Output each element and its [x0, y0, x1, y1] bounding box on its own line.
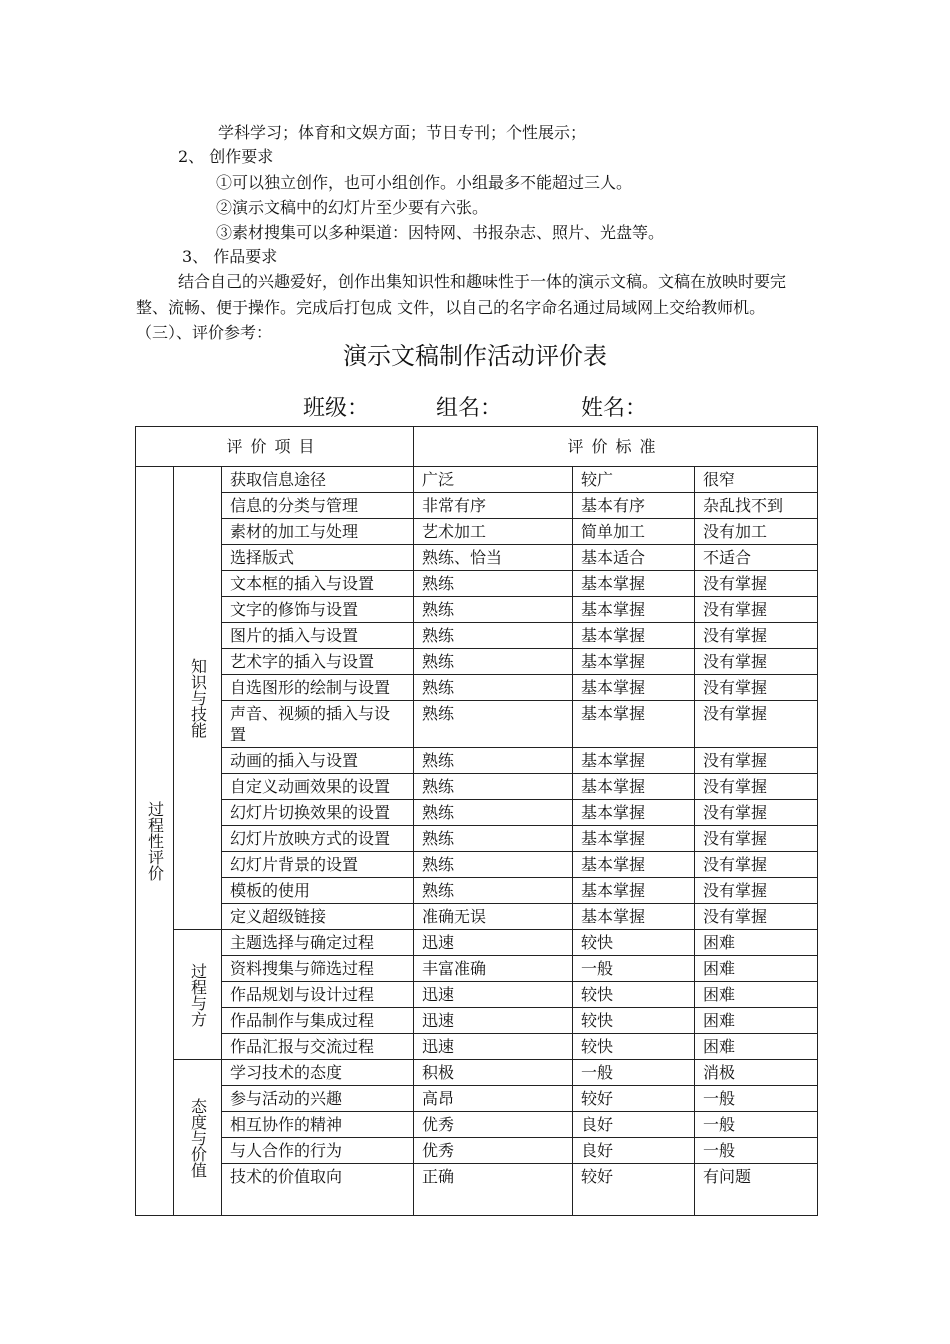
item-cell: 动画的插入与设置: [222, 748, 414, 774]
standard-mid-cell: 基本掌握: [573, 748, 695, 774]
item-cell: 资料搜集与筛选过程: [222, 956, 414, 982]
item-cell: 幻灯片放映方式的设置: [222, 826, 414, 852]
standard-low-cell: 很窄: [695, 467, 818, 493]
header-standard: 评价标准: [414, 427, 818, 467]
standard-high-cell: 熟练: [414, 597, 573, 623]
table-row: [136, 878, 818, 904]
item-cell: 自定义动画效果的设置: [222, 774, 414, 800]
item-cell: 素材的加工与处理: [222, 519, 414, 545]
standard-mid-cell: 基本掌握: [573, 649, 695, 675]
standard-high-cell: 优秀: [414, 1112, 573, 1138]
standard-mid-cell: 较好: [573, 1086, 695, 1112]
item-cell: 主题选择与确定过程: [222, 930, 414, 956]
table-row: [136, 493, 818, 519]
table-row: [136, 904, 818, 930]
category-cell: 知识与技能: [174, 467, 222, 930]
item-cell: 相互协作的精神: [222, 1112, 414, 1138]
table-row: [136, 675, 818, 701]
standard-low-cell: 没有掌握: [695, 748, 818, 774]
standard-mid-cell: 基本适合: [573, 545, 695, 571]
standard-mid-cell: 较快: [573, 1008, 695, 1034]
standard-low-cell: 一般: [695, 1086, 818, 1112]
table-row: [136, 930, 818, 956]
table-row: [136, 982, 818, 1008]
item-cell: 自选图形的绘制与设置: [222, 675, 414, 701]
standard-high-cell: 熟练: [414, 878, 573, 904]
item-cell: 艺术字的插入与设置: [222, 649, 414, 675]
item-cell: 图片的插入与设置: [222, 623, 414, 649]
standard-mid-cell: 一般: [573, 1060, 695, 1086]
standard-mid-cell: 基本掌握: [573, 571, 695, 597]
item-cell: 作品规划与设计过程: [222, 982, 414, 1008]
standard-high-cell: 广泛: [414, 467, 573, 493]
item-cell: 作品汇报与交流过程: [222, 1034, 414, 1060]
standard-high-cell: 熟练: [414, 649, 573, 675]
table-row: [136, 1112, 818, 1138]
standard-mid-cell: 良好: [573, 1138, 695, 1164]
standard-high-cell: 准确无误: [414, 904, 573, 930]
section-heading: （三）、评价参考：: [136, 323, 273, 342]
standard-high-cell: 熟练: [414, 675, 573, 701]
standard-mid-cell: 一般: [573, 956, 695, 982]
table-row: [136, 956, 818, 982]
standard-low-cell: 一般: [695, 1138, 818, 1164]
standard-high-cell: 丰富准确: [414, 956, 573, 982]
standard-low-cell: 没有掌握: [695, 571, 818, 597]
item-cell: 与人合作的行为: [222, 1138, 414, 1164]
table-row: [136, 597, 818, 623]
standard-low-cell: 没有掌握: [695, 675, 818, 701]
standard-mid-cell: 基本掌握: [573, 904, 695, 930]
requirement-item: ①可以独立创作，也可小组创作。小组最多不能超过三人。: [216, 173, 633, 192]
standard-low-cell: 一般: [695, 1112, 818, 1138]
standard-high-cell: 熟练: [414, 800, 573, 826]
item-cell: 幻灯片背景的设置: [222, 852, 414, 878]
standard-high-cell: 优秀: [414, 1138, 573, 1164]
standard-high-cell: 迅速: [414, 1008, 573, 1034]
standard-mid-cell: 较好: [573, 1164, 695, 1216]
standard-high-cell: 熟练: [414, 623, 573, 649]
item-cell: 学习技术的态度: [222, 1060, 414, 1086]
table-row: [136, 774, 818, 800]
item-cell: 作品制作与集成过程: [222, 1008, 414, 1034]
standard-mid-cell: 较快: [573, 982, 695, 1008]
evaluation-table: [135, 426, 818, 1216]
standard-mid-cell: 基本掌握: [573, 878, 695, 904]
table-row: [136, 1008, 818, 1034]
standard-high-cell: 熟练: [414, 571, 573, 597]
standard-low-cell: 困难: [695, 1008, 818, 1034]
standard-low-cell: 杂乱找不到: [695, 493, 818, 519]
paragraph-line: 结合自己的兴趣爱好，创作出集知识性和趣味性于一体的演示文稿。文稿在放映时要完: [178, 272, 787, 291]
table-row: [136, 649, 818, 675]
table-row: [136, 1086, 818, 1112]
standard-low-cell: 不适合: [695, 545, 818, 571]
standard-mid-cell: 基本掌握: [573, 852, 695, 878]
table-row: [136, 623, 818, 649]
standard-low-cell: 没有掌握: [695, 878, 818, 904]
item-cell: 参与活动的兴趣: [222, 1086, 414, 1112]
standard-high-cell: 迅速: [414, 930, 573, 956]
table-row: [136, 1138, 818, 1164]
section-heading: 3、 作品要求: [182, 247, 278, 266]
outer-category-cell: 过程性评价: [136, 467, 174, 1216]
item-cell: 定义超级链接: [222, 904, 414, 930]
table-row: [136, 800, 818, 826]
table-row: [136, 748, 818, 774]
standard-low-cell: 没有加工: [695, 519, 818, 545]
standard-low-cell: 没有掌握: [695, 800, 818, 826]
paragraph-line: 整、流畅、便于操作。完成后打包成 文件，以自己的名字命名通过局域网上交给教师机。: [136, 298, 766, 317]
standard-mid-cell: 基本掌握: [573, 826, 695, 852]
standard-mid-cell: 基本掌握: [573, 675, 695, 701]
standard-high-cell: 迅速: [414, 1034, 573, 1060]
table-row: [136, 571, 818, 597]
category-cell: 过程与方: [174, 930, 222, 1060]
name-label: 姓名：: [581, 396, 648, 421]
standard-low-cell: 没有掌握: [695, 904, 818, 930]
standard-mid-cell: 基本掌握: [573, 774, 695, 800]
table-row: [136, 852, 818, 878]
standard-high-cell: 非常有序: [414, 493, 573, 519]
standard-low-cell: 消极: [695, 1060, 818, 1086]
standard-low-cell: 没有掌握: [695, 597, 818, 623]
standard-high-cell: 熟练、恰当: [414, 545, 573, 571]
item-cell: 文本框的插入与设置: [222, 571, 414, 597]
header-item: 评价项目: [136, 427, 414, 467]
standard-mid-cell: 良好: [573, 1112, 695, 1138]
standard-high-cell: 迅速: [414, 982, 573, 1008]
standard-high-cell: 熟练: [414, 748, 573, 774]
standard-high-cell: 熟练: [414, 774, 573, 800]
item-cell: 选择版式: [222, 545, 414, 571]
group-label: 组名：: [436, 396, 503, 421]
standard-high-cell: 正确: [414, 1164, 573, 1216]
standard-mid-cell: 较快: [573, 1034, 695, 1060]
section-heading: 2、 创作要求: [178, 147, 274, 166]
standard-high-cell: 熟练: [414, 701, 573, 748]
table-row: [136, 545, 818, 571]
class-label: 班级：: [303, 396, 370, 421]
standard-mid-cell: 较快: [573, 930, 695, 956]
item-cell: 幻灯片切换效果的设置: [222, 800, 414, 826]
standard-low-cell: 没有掌握: [695, 701, 818, 748]
standard-low-cell: 困难: [695, 930, 818, 956]
standard-mid-cell: 简单加工: [573, 519, 695, 545]
table-row: [136, 467, 818, 493]
item-cell: 技术的价值取向: [222, 1164, 414, 1216]
standard-mid-cell: 基本有序: [573, 493, 695, 519]
table-header-row: [136, 427, 818, 467]
standard-low-cell: 没有掌握: [695, 774, 818, 800]
table-row: [136, 701, 818, 748]
standard-low-cell: 困难: [695, 1034, 818, 1060]
standard-low-cell: 困难: [695, 956, 818, 982]
standard-low-cell: 没有掌握: [695, 623, 818, 649]
standard-low-cell: 没有掌握: [695, 826, 818, 852]
standard-low-cell: 困难: [695, 982, 818, 1008]
standard-mid-cell: 基本掌握: [573, 623, 695, 649]
standard-low-cell: 没有掌握: [695, 852, 818, 878]
standard-high-cell: 积极: [414, 1060, 573, 1086]
requirement-item: ②演示文稿中的幻灯片至少要有六张。: [216, 198, 489, 217]
item-cell: 声音、视频的插入与设置: [222, 701, 414, 748]
standard-high-cell: 艺术加工: [414, 519, 573, 545]
requirement-item: ③素材搜集可以多种渠道：因特网、书报杂志、照片、光盘等。: [216, 223, 665, 242]
category-cell: 态度与价值: [174, 1060, 222, 1216]
table-row: [136, 826, 818, 852]
standard-mid-cell: 基本掌握: [573, 597, 695, 623]
standard-mid-cell: 基本掌握: [573, 800, 695, 826]
table-row: [136, 1060, 818, 1086]
standard-high-cell: 熟练: [414, 826, 573, 852]
standard-mid-cell: 基本掌握: [573, 701, 695, 748]
standard-low-cell: 有问题: [695, 1164, 818, 1216]
intro-line: 学科学习；体育和文娱方面；节日专刊；个性展示；: [218, 123, 587, 142]
item-cell: 信息的分类与管理: [222, 493, 414, 519]
item-cell: 模板的使用: [222, 878, 414, 904]
item-cell: 获取信息途径: [222, 467, 414, 493]
standard-low-cell: 没有掌握: [695, 649, 818, 675]
table-row: [136, 1034, 818, 1060]
standard-high-cell: 高昂: [414, 1086, 573, 1112]
standard-mid-cell: 较广: [573, 467, 695, 493]
page-title: 演示文稿制作活动评价表: [343, 342, 607, 370]
table-row: [136, 1164, 818, 1216]
table-row: [136, 519, 818, 545]
standard-high-cell: 熟练: [414, 852, 573, 878]
item-cell: 文字的修饰与设置: [222, 597, 414, 623]
